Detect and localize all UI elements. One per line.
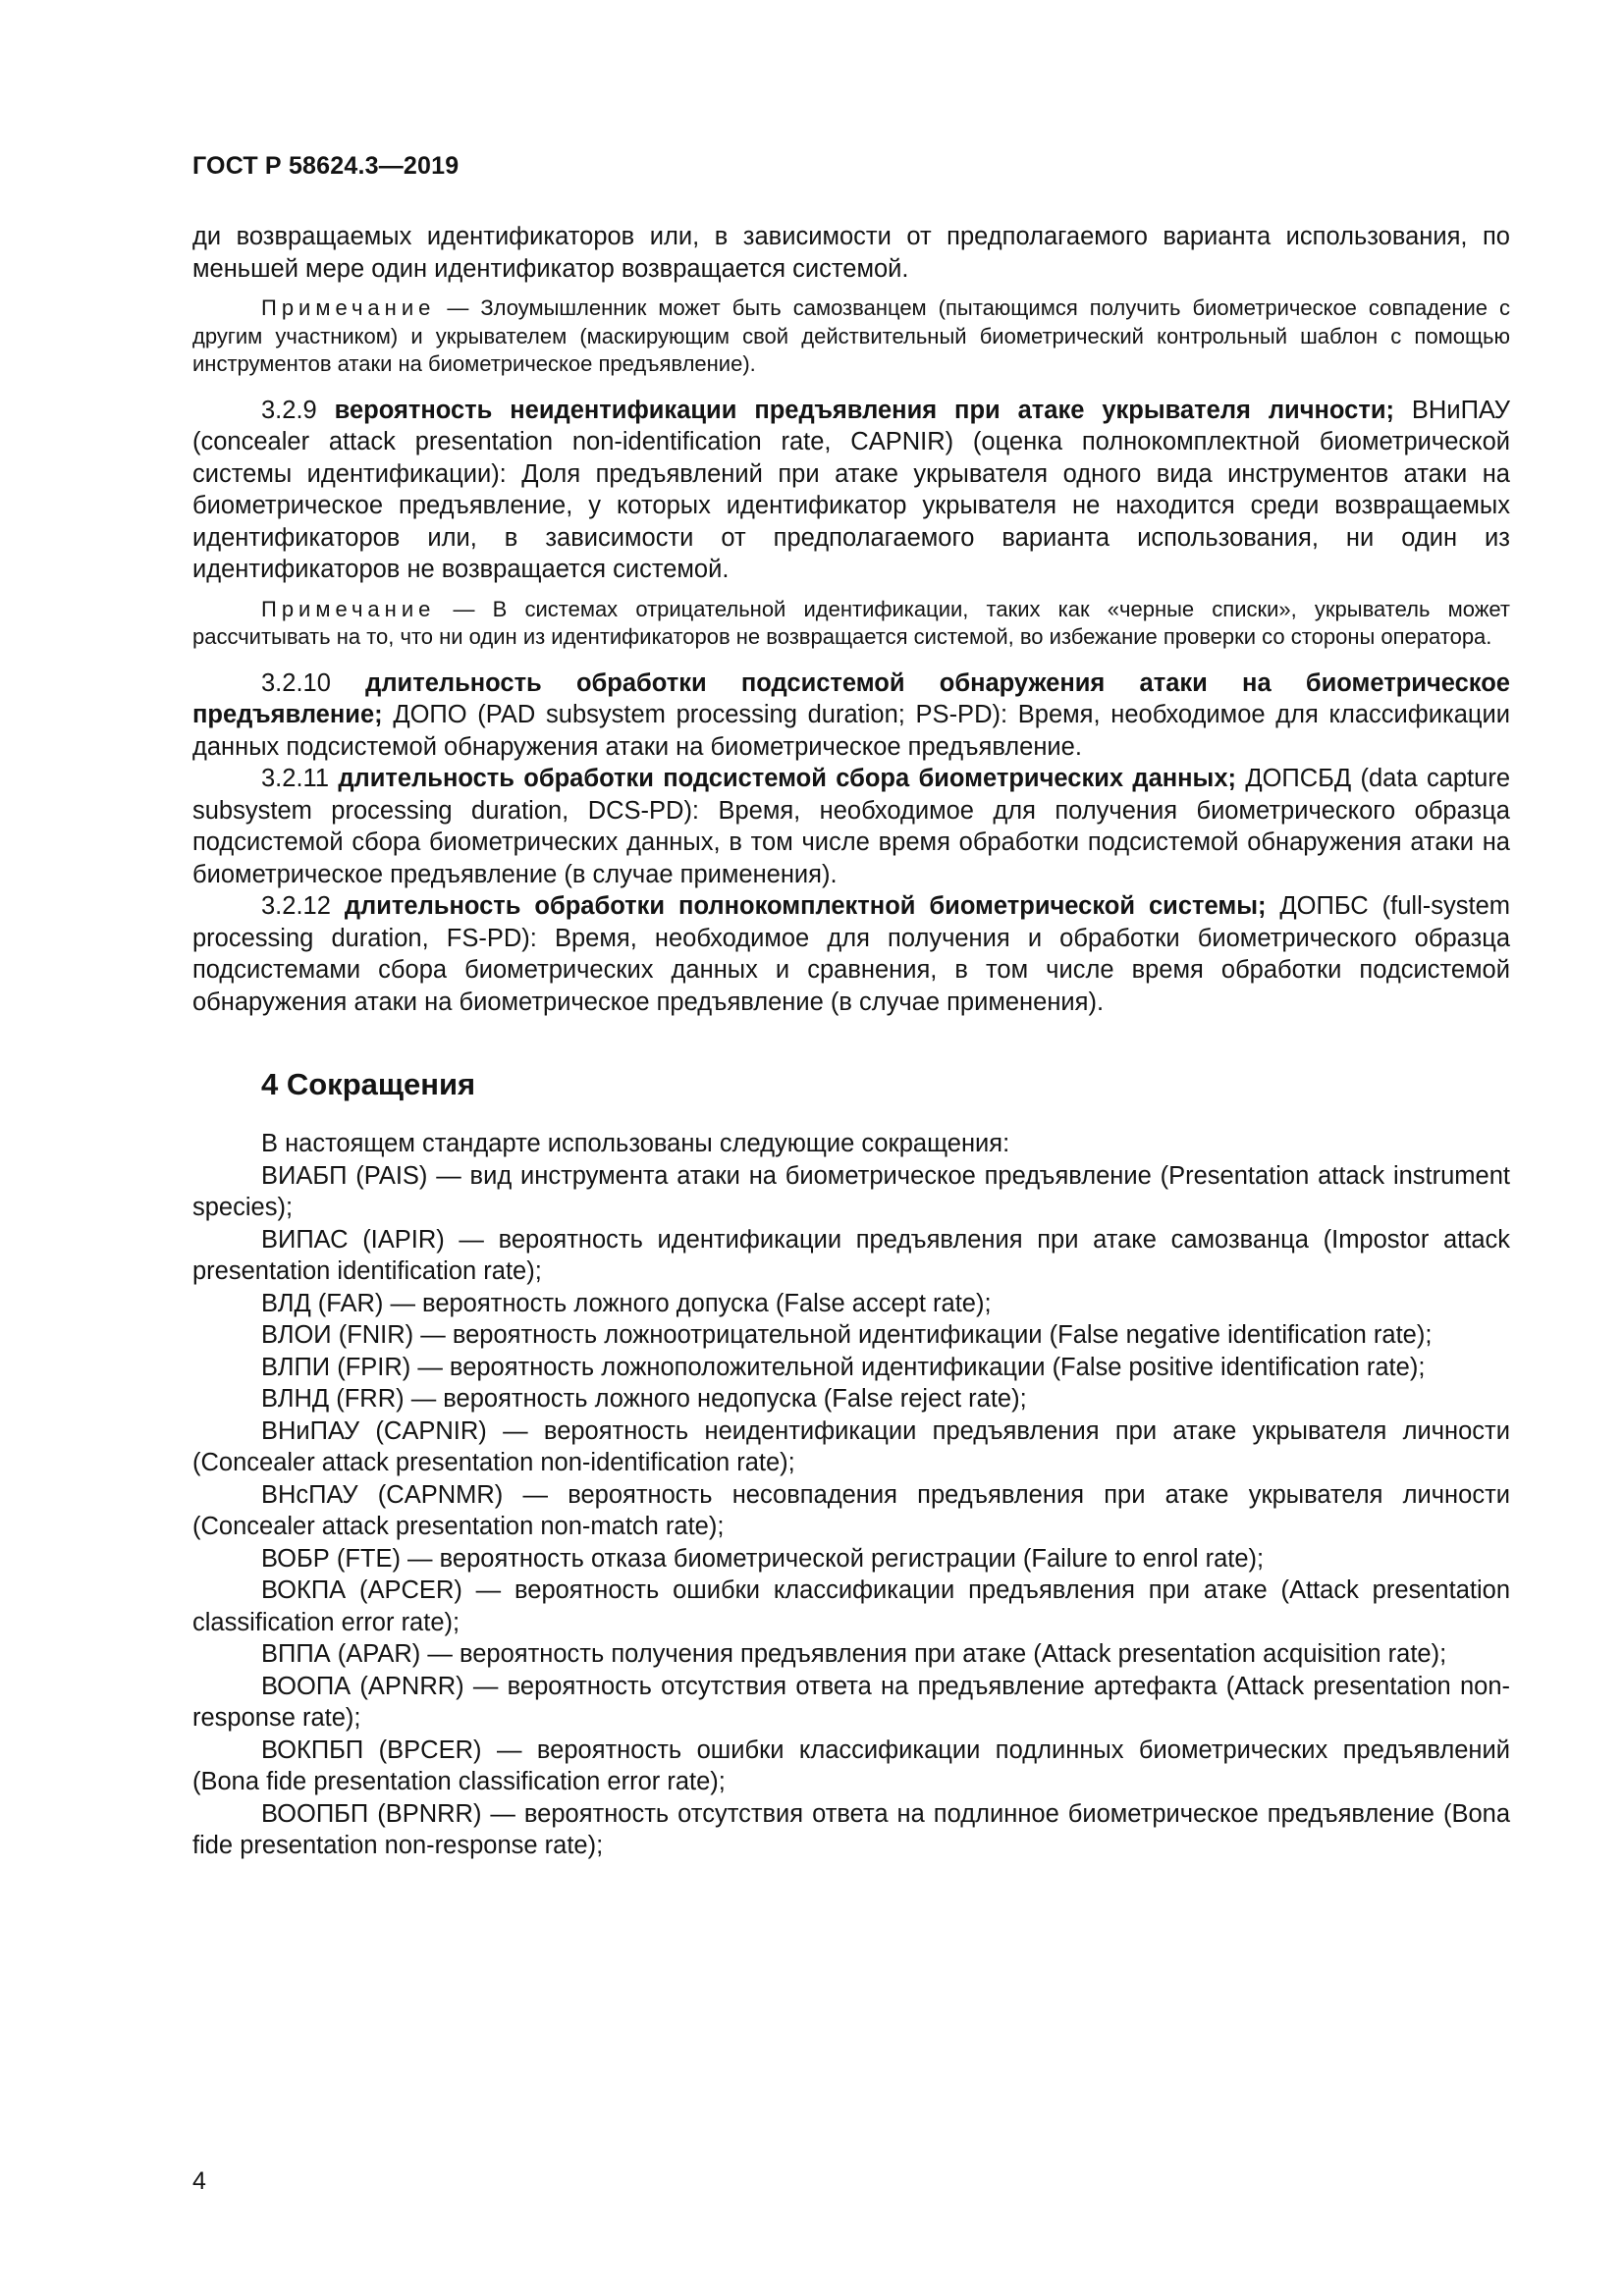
definition-3-2-11 [192, 763, 1510, 890]
abbreviation-item: ВОБР (FTE) — вероятность отказа биометрической регистрации (Failure to enrol rate); [261, 1544, 1265, 1573]
note-2 [192, 596, 1510, 652]
abbreviation-item: ВОКПА (APCER) — вероятность ошибки классификации предъявления при атаке (Attack presentation classification error rate); [192, 1576, 1510, 1636]
definition-text: ВНиПАУ (concealer attack presentation non-identification rate, CAPNIR) (оценка полнокомплектной биометрической системы идентификации): Доля предъявлений при атаке укрывателя одного вида инструментов атаки на биометрическое предъявление, у которых идентификатор укрывателя не находится среди возвращаемых идентификаторов или, в зависимости от предполагаемого варианта использования, ни один из идентификаторов не возвращается системой. [192, 396, 1510, 583]
abbreviation-item: ВИПАС (IAPIR) — вероятность идентификации предъявления при атаке самозванца (Impostor attack presentation identification rate); [192, 1225, 1510, 1285]
abbreviation-item: ВООПА (APNRR) — вероятность отсутствия ответа на предъявление артефакта (Attack presentation non-response rate); [192, 1672, 1510, 1732]
abbreviation-item: ВППА (APAR) — вероятность получения предъявления при атаке (Attack presentation acquisition rate); [261, 1640, 1447, 1668]
abbreviation-item: ВЛОИ (FNIR) — вероятность ложноотрицательной идентификации (False negative identification rate); [261, 1321, 1433, 1349]
definition-number: 3.2.12 [261, 892, 331, 920]
definition-text: ДОПО (PAD subsystem processing duration; PS-PD): Время, необходимое для классификации данных подсистемой обнаружения атаки на биометрическое предъявление. [192, 701, 1510, 761]
abbreviation-item: ВООПБП (BPNRR) — вероятность отсутствия ответа на подлинное биометрическое предъявление (Bona fide presentation non-response rate); [192, 1799, 1510, 1859]
abbreviation-item: ВЛНД (FRR) — вероятность ложного недопуска (False reject rate); [261, 1385, 1027, 1413]
definition-3-2-12 [192, 890, 1510, 1018]
definition-number: 3.2.9 [261, 396, 317, 424]
definition-text: ДОПБС (full-system processing duration, FS-PD): Время, необходимое для получения и обработки биометрического образца подсистемами сбора биометрических данных и сравнения, в том числе время обработки подсистемой обнаружения атаки на биометрическое предъявление (в случае применения). [192, 892, 1510, 1016]
abbreviation-item: ВНиПАУ (CAPNIR) — вероятность неидентификации предъявления при атаке укрывателя личности (Concealer attack presentation non-identification rate); [192, 1416, 1510, 1476]
abbreviation-item: ВИАБП (PAIS) — вид инструмента атаки на биометрическое предъявление (Presentation attack instrument species); [192, 1161, 1510, 1221]
abbreviation-item: ВОКПБП (BPCER) — вероятность ошибки классификации подлинных биометрических предъявлений (Bona fide presentation classification error rate); [192, 1735, 1510, 1795]
page-content [192, 221, 1510, 1862]
definition-term: длительность обработки подсистемой сбора биометрических данных; [338, 765, 1237, 792]
document-header: ГОСТ Р 58624.3—2019 [192, 152, 460, 180]
definition-3-2-9 [192, 395, 1510, 586]
definition-number: 3.2.10 [261, 668, 331, 697]
definition-term: длительность обработки полнокомплектной биометрической системы; [344, 892, 1267, 920]
abbreviation-item: ВЛД (FAR) — вероятность ложного допуска (False accept rate); [261, 1289, 992, 1317]
section-intro: В настоящем стандарте использованы следующие сокращения: [261, 1130, 1010, 1157]
continuation-paragraph: ди возвращаемых идентификаторов или, в зависимости от предполагаемого варианта использования, по меньшей мере один идентификатор возвращается системой. [192, 223, 1510, 283]
page-number: 4 [192, 2167, 206, 2195]
note-1-label: Примечание [261, 295, 436, 320]
definition-term: вероятность неидентификации предъявления при атаке укрывателя личности; [334, 396, 1394, 424]
abbreviation-item: ВНсПАУ (CAPNMR) — вероятность несовпадения предъявления при атаке укрывателя личности (Concealer attack presentation non-match rate); [192, 1480, 1510, 1540]
section-title: 4 Сокращения [261, 1067, 476, 1101]
definition-term: длительность обработки подсистемой обнаружения атаки на биометрическое предъявление; [192, 668, 1510, 728]
abbreviation-item: ВЛПИ (FPIR) — вероятность ложноположительной идентификации (False positive identification rate); [261, 1353, 1426, 1381]
note-2-label: Примечание [261, 596, 436, 621]
definition-text: ДОПСБД (data capture subsystem processing duration, DCS-PD): Время, необходимое для получения биометрического образца подсистемой сбора биометрических данных, в том числе время обработки подсистемой обнаружения атаки на биометрическое предъявление (в случае применения). [192, 765, 1510, 888]
note-1 [192, 294, 1510, 379]
note-1-text: — Злоумышленник может быть самозванцем (пытающимся получить биометрическое совпадение с другим участником) и укрывателем (маскирующим свой действительный биометрический контрольный шаблон с помощью инструментов атаки на биометрическое предъявление). [192, 295, 1510, 376]
note-2-text: — В системах отрицательной идентификации, таких как «черные списки», укрыватель может рассчитывать на то, что ни один из идентификаторов не возвращается системой, во избежание проверки со стороны оператора. [192, 596, 1510, 649]
definition-number: 3.2.11 [261, 765, 330, 792]
definition-3-2-10 [192, 667, 1510, 764]
